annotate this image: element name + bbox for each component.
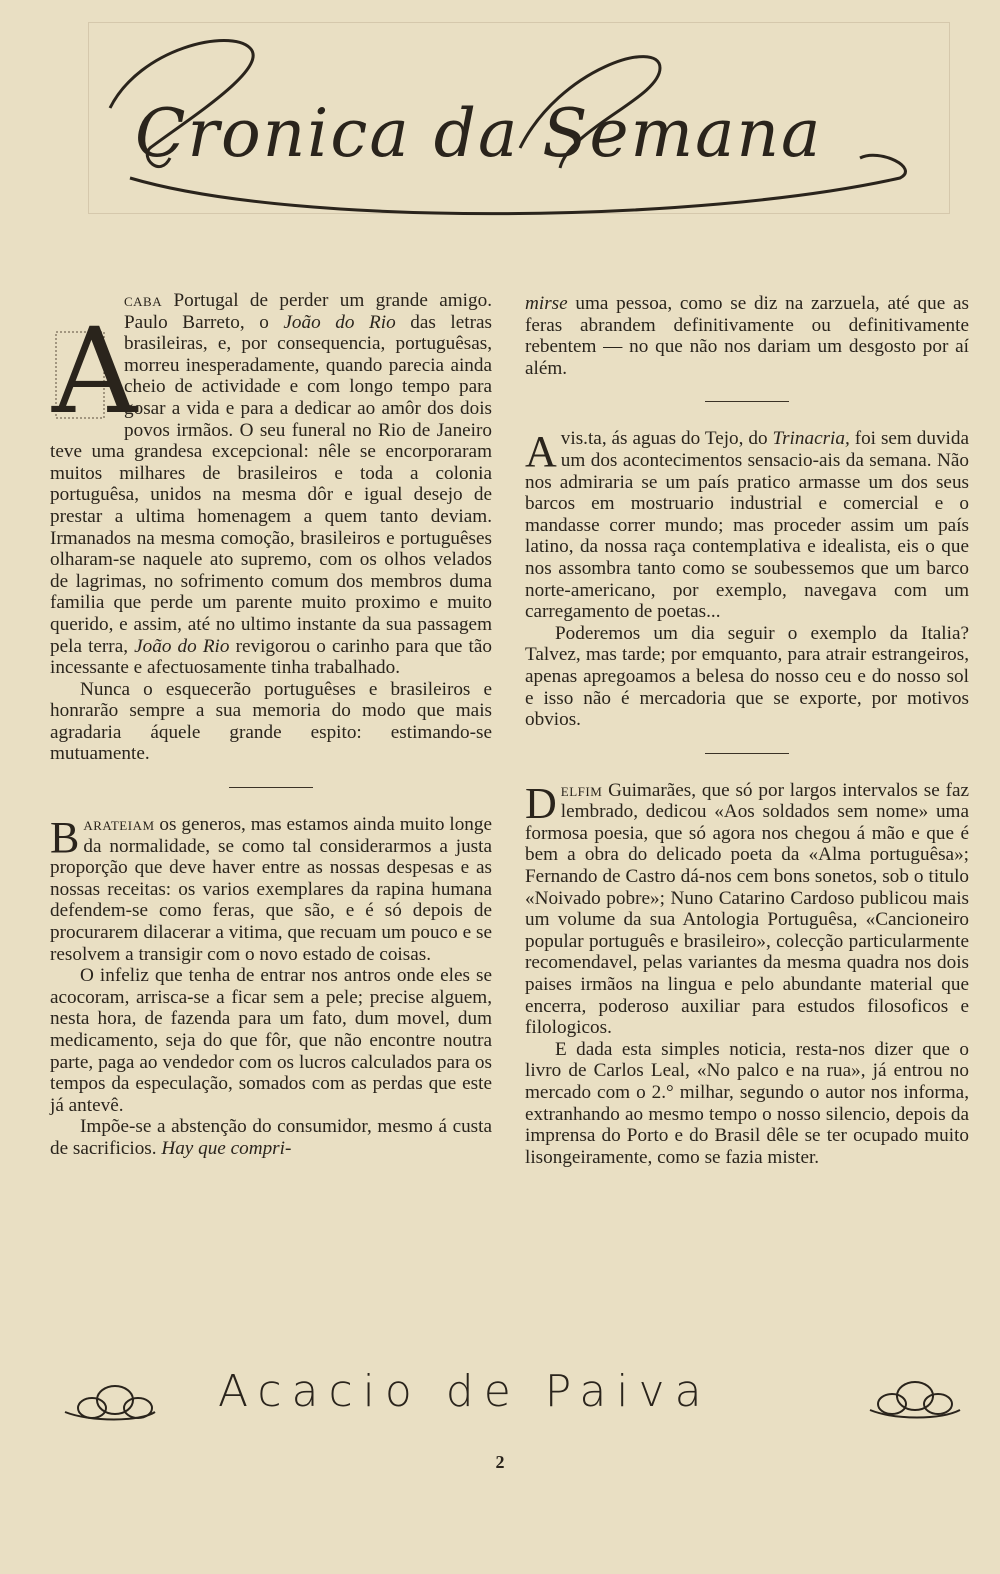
title-text: Cronica da Semana: [135, 95, 823, 172]
dropcap-d: D: [525, 778, 557, 828]
paragraph: E dada esta simples noticia, resta-nos dizer que o livro de Carlos Leal, «No palco e na rua», já entrou no mercado com o 2.° milhar, segundo o autor nos informa, extranhando ao mesmo tempo o nosso silencio, depois da imprensa do Porto e do Brasil dêle se ter ocupado muito lisongeiramente, como se fazia mister.: [525, 1038, 969, 1168]
section-rule: [229, 787, 313, 788]
right-flower-icon: [870, 1382, 960, 1418]
paragraph: Portugal de perder um grande amigo. Paulo Barreto, o: [124, 290, 492, 333]
paragraph: Poderemos um dia seguir o exemplo da Italia? Talvez, mas tarde; por emquanto, para atrair estrangeiros, apenas apregoamos a belesa do nosso ceu e do nosso sol e isso não é mercadoria que se exporte, por motivos obvios.: [525, 622, 969, 731]
right-column: [525, 293, 969, 1168]
italic-name: João do Rio: [283, 311, 396, 333]
italic-word: mirse: [525, 293, 568, 314]
dropcap-letter: A: [52, 302, 138, 440]
dropcap-a: A: [525, 427, 557, 477]
left-flower-icon: [65, 1386, 155, 1420]
dropcap-b: B: [50, 813, 80, 863]
left-column: [50, 290, 492, 1160]
paragraph: das letras brasileiras, e, por consequencia, portuguêsas, morreu inesperadamente, quando parecia ainda cheio de actividade e com longo tempo para gosar a vida e para a dedicar ao amôr dos dois povos irmãos. O seu funeral no Rio de Janeiro teve uma grandesa excepcional: nêle se encorporaram muitos milhares de brasileiros e toda a colonia portuguêsa, unidos na mesma dôr e igual desejo de prestar a ultima homenagem a quem tanto deviam. Irmanados na mesma comoção, brasileiros e portuguêses olharam-se naquele ato supremo, com os olhos velados de lagrimas, no sofrimento comum dos membros duma familia que perde um parente muito proximo e muito querido, e assim, até no ultimo instante da sua passagem pela terra,: [50, 311, 492, 657]
article-livros: [525, 780, 969, 1169]
paragraph: uma pessoa, como se diz na zarzuela, até que as feras abrandem definitivamente ou definitivamente rebentem — no que não nos dariam um desgosto por aí além.: [525, 293, 969, 379]
paragraph: Guimarães, que só por largos intervalos se faz lembrado, dedicou «Aos soldados sem nome» uma formosa poesia, que só agora nos chegou á mão e que é bem a obra do delicado poeta da «Alma portuguêsa»; Fernando de Castro dá-nos cem bons sonetos, sob o titulo «Noivado pobre»; Nuno Catarino Cardoso publicou mais um volume da sua Antologia Portuguêsa, «Cancioneiro popular português e brasileiro», colecção particularmente recomendavel, pelas variantes da mesma quadra nos dois paises irmãos na lingua e pelo abundante material que encerra, poderoso auxiliar para estudos filosoficos e filologicos.: [525, 779, 969, 1039]
paragraph: O infeliz que tenha de entrar nos antros onde eles se acocoram, arrisca-se a ficar sem a pele; precise alguem, nesta hora, de fazenda para um fato, dum movel, dum medicamento, seja do que fôr, que não encontre noutra parte, paga ao vendedor com os lucros calculados para os tempos da especulação, somados com as perdas que este já antevê.: [50, 965, 492, 1116]
paragraph: revigorou o carinho para que tão incessante e afectuosamente tinha trabalhado.: [50, 635, 492, 679]
ornate-dropcap-a: [50, 292, 138, 440]
section-rule: [705, 753, 789, 754]
paragraph: vis.ta, ás aguas do Tejo, do: [560, 428, 773, 450]
title-lettering: [100, 28, 920, 218]
paragraph: Impõe-se a abstenção do consumidor, mesmo á custa de sacrificios.: [50, 1116, 492, 1159]
paragraph: foi sem duvida um dos acontecimentos sensacio-ais da semana. Não nos admiraria se um país pratico armasse um dos seus barcos em mostruario industrial e comercial e o mandasse correr mundo; mas proceder assim um país latino, da nossa raça contemplativa e idealista, eis o que nos assombra tanto como se soubessemos que um barco norte-americano, por exemplo, navegava com um carregamento de poetas...: [525, 428, 969, 623]
page-number: 2: [495, 1452, 505, 1472]
italic-name: João do Rio: [134, 635, 230, 657]
ornate-dropcap-frame: [50, 292, 138, 440]
lead-word: elfim: [560, 779, 603, 801]
article-trinacria: [525, 428, 969, 730]
lead-word: caba: [124, 290, 163, 311]
italic-phrase: Hay que compri-: [161, 1137, 292, 1159]
section-rule: [705, 401, 789, 402]
lead-word: arateiam: [83, 814, 155, 836]
paragraph: Nunca o esquecerão portuguêses e brasileiros e honrarão sempre a sua memoria do modo que mais agradaria áquele grande espito: estimando-se mutuamente.: [50, 678, 492, 765]
article-generos: [50, 814, 492, 1160]
italic-ship-name: Trinacria,: [772, 428, 850, 450]
author-signature: Acacio de Paiva: [218, 1366, 712, 1417]
article-joao-do-rio: [50, 290, 492, 765]
paragraph: os generos, mas estamos ainda muito longe da normalidade, se como tal considerarmos a justa proporção que deve haver entre as nossas despesas e as nossas receitas: os varios exemplares da rapina humana defendem-se como feras, que são, e é só depois de procurarem dilacerar a vitima, que recuam um pouco e se resolvem a transigir com o novo estado de coisas.: [50, 814, 492, 965]
